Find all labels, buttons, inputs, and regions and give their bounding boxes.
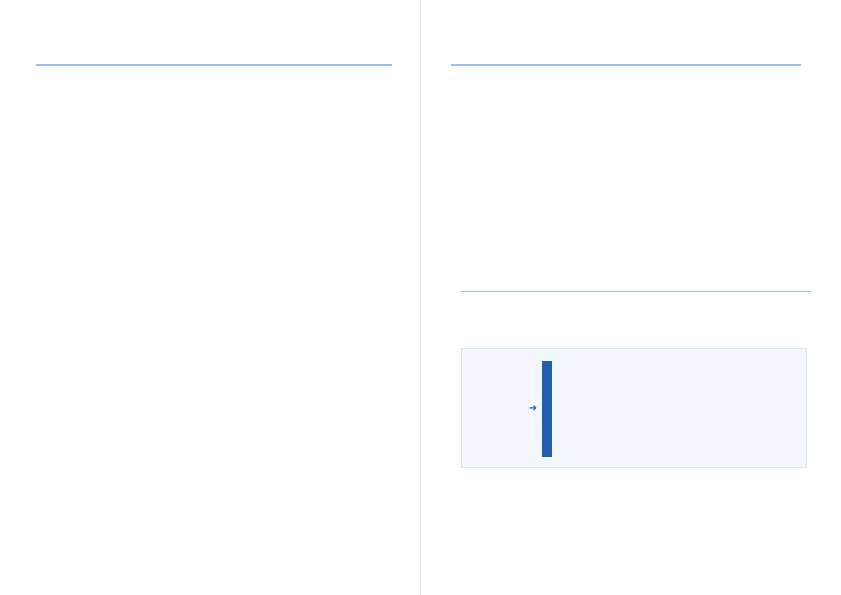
arrow-right-icon: ➜ <box>528 403 538 414</box>
left-page <box>0 0 420 595</box>
diagram-bottom-row <box>556 453 762 463</box>
diagram-vertical-label <box>542 361 552 457</box>
core-title <box>461 288 811 292</box>
diagram-left-boxes <box>466 355 526 463</box>
diagram-top-row <box>556 353 762 365</box>
architecture-diagram <box>461 348 807 468</box>
header-rule <box>451 64 801 66</box>
header-rule <box>36 64 392 66</box>
diagram-main <box>556 353 762 465</box>
right-page <box>421 0 841 595</box>
core-capability <box>461 288 811 296</box>
